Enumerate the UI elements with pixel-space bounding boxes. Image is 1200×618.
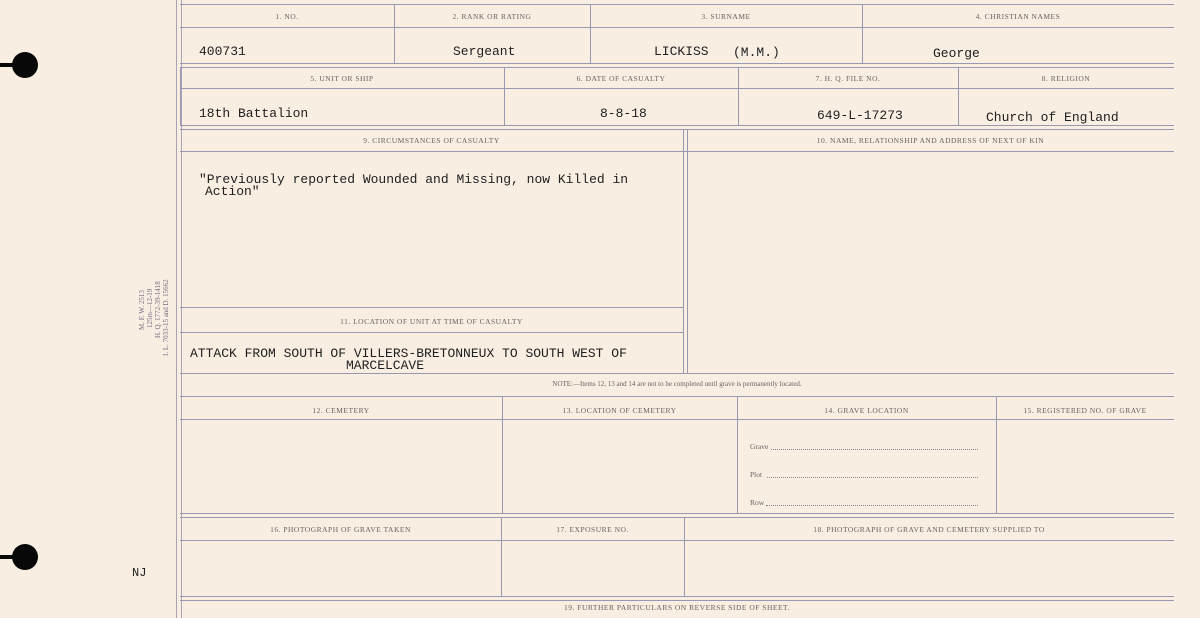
print-code-1: M. F. W. 2513 xyxy=(138,290,146,330)
rule xyxy=(180,129,1174,130)
footer-note: 19. FURTHER PARTICULARS ON REVERSE SIDE OF SHEET. xyxy=(564,603,790,612)
note: NOTE:—Items 12, 13 and 14 are not to be completed until grave is permanently located. xyxy=(552,380,802,388)
header-unit: 5. UNIT OR SHIP xyxy=(310,74,374,83)
print-code-4: I. L. 7033-15 and D. 15662 xyxy=(162,279,170,356)
rule xyxy=(180,332,683,333)
punch-hole-top xyxy=(12,52,38,78)
header-next-of-kin: 10. NAME, RELATIONSHIP AND ADDRESS OF NEXT OF KIN xyxy=(816,136,1045,145)
header-date: 6. DATE OF CASUALTY xyxy=(576,74,666,83)
rule xyxy=(683,129,684,373)
rank: Sergeant xyxy=(453,44,516,59)
rule xyxy=(180,151,1174,152)
rule xyxy=(180,600,1174,601)
rule xyxy=(180,396,1174,397)
print-code-3: H. Q. 1772-39-1418 xyxy=(154,281,162,338)
header-circumstances: 9. CIRCUMSTANCES OF CASUALTY xyxy=(363,136,500,145)
header-surname: 3. SURNAME xyxy=(701,12,751,21)
rule xyxy=(180,419,1174,420)
rule xyxy=(180,125,1174,126)
header-no: 1. NO. xyxy=(275,12,299,21)
circumstances-line-2: Action" xyxy=(205,184,260,199)
header-registered-no: 15. REGISTERED NO. OF GRAVE xyxy=(1023,406,1147,415)
header-location: 11. LOCATION OF UNIT AT TIME OF CASUALTY xyxy=(340,317,523,326)
service-number: 400731 xyxy=(199,44,246,59)
rule xyxy=(687,129,688,373)
punch-hole-bottom xyxy=(12,544,38,570)
plot-dotted-line xyxy=(767,477,978,478)
christian-names: George xyxy=(933,46,980,61)
header-cemetery: 12. CEMETERY xyxy=(312,406,370,415)
rule xyxy=(180,4,1174,5)
header-christian-names: 4. CHRISTIAN NAMES xyxy=(975,12,1061,21)
row-label: Row xyxy=(750,498,765,507)
hq-file-number: 649-L-17273 xyxy=(817,108,903,123)
plot-label: Plot xyxy=(750,470,763,479)
circumstances-line-1: "Previously reported Wounded and Missing, now Killed in xyxy=(199,172,629,187)
honours: (M.M.) xyxy=(733,45,780,60)
header-location-of-cemetery: 13. LOCATION OF CEMETERY xyxy=(562,406,677,415)
rule xyxy=(180,63,1174,64)
unit: 18th Battalion xyxy=(199,106,309,121)
rule xyxy=(180,596,1174,597)
print-code-2: 125m—12-19 xyxy=(146,288,154,328)
header-file: 7. H. Q. FILE NO. xyxy=(815,74,881,83)
rule xyxy=(180,540,1174,541)
header-grave-location: 14. GRAVE LOCATION xyxy=(824,406,909,415)
row-dotted-line xyxy=(766,505,978,506)
location-line-1: ATTACK FROM SOUTH OF VILLERS-BRETONNEUX TO SOUTH WEST OF xyxy=(190,346,627,361)
header-photograph-taken: 16. PHOTOGRAPH OF GRAVE TAKEN xyxy=(270,525,411,534)
rule xyxy=(180,517,1174,518)
header-religion: 8. RELIGION xyxy=(1041,74,1091,83)
rule xyxy=(180,373,1174,374)
date-of-casualty: 8-8-18 xyxy=(600,106,647,121)
header-exposure-no: 17. EXPOSURE NO. xyxy=(556,525,629,534)
rule xyxy=(180,513,1174,514)
header-photograph-supplied: 18. PHOTOGRAPH OF GRAVE AND CEMETERY SUPPLIED TO xyxy=(813,525,1045,534)
rule xyxy=(180,67,1174,68)
header-rank: 2. RANK OR RATING xyxy=(452,12,532,21)
rule xyxy=(180,88,1174,89)
surname: LICKISS xyxy=(654,44,709,59)
rule xyxy=(180,27,1174,28)
rule xyxy=(180,307,683,308)
location-line-2: MARCELCAVE xyxy=(346,358,425,373)
clerk-initials: NJ xyxy=(132,566,147,580)
grave-dotted-line xyxy=(771,449,978,450)
religion: Church of England xyxy=(986,110,1119,125)
grave-label: Grave xyxy=(750,442,769,451)
